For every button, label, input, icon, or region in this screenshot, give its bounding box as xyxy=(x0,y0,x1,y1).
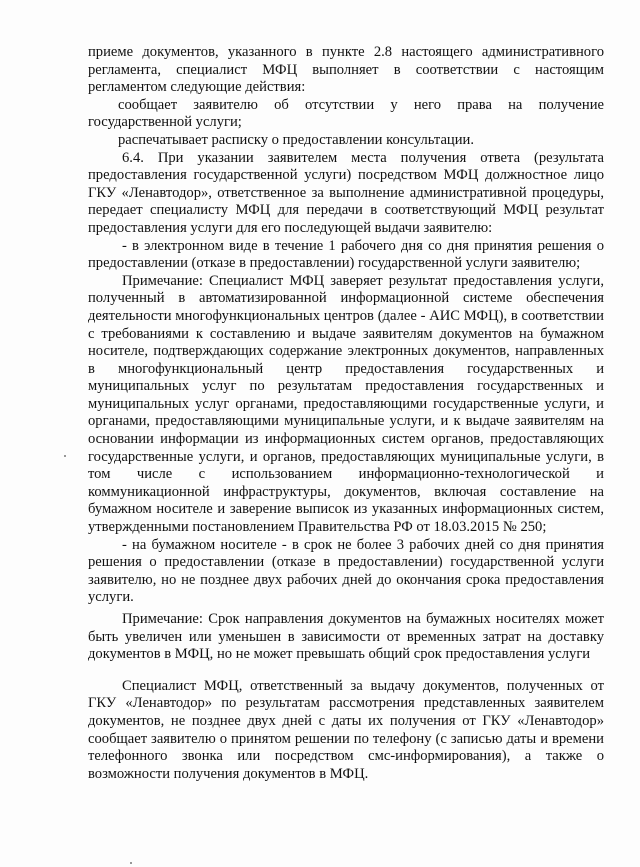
paragraph-note-paper-deadline: Примечание: Срок направления документов на бумажных носителях может быть увеличен или уменьшен в зависимости от временных затрат на доставку документов в МФЦ, но не может превышать общий срок предоставления услуги xyxy=(88,611,604,663)
paragraph-paper-form: - на бумажном носителе - в срок не более 3 рабочих дней со дня принятия решения о предоставлении (отказе в предоставлении) государственной услуги заявителю, но не позднее двух рабочих дней до окончания срока предоставления услуги. xyxy=(88,536,604,606)
scan-speck xyxy=(130,862,132,864)
paragraph-electronic-form: - в электронном виде в течение 1 рабочего дня со дня принятия решения о предоставлении (отказе в предоставлении) государственной услуги заявителю; xyxy=(88,237,604,272)
scan-speck xyxy=(64,455,66,457)
paragraph-note-ais-mfc: Примечание: Специалист МФЦ заверяет результат предоставления услуги, полученный в автоматизированной информационной системе обеспечения деятельности многофункциональных центров (далее - АИС МФЦ), в соответствии с требованиями к составлению и выдаче заявителям документов на бумажном носителе, подтверждающих содержание электронных документов, направленных в многофункциональный центр предоставления государственных и муниципальных услуг по результатам предоставления государственных и муниципальных услуг органами, предоставляющими государственные услуги, и органами, предоставляющими муниципальные услуги, и к выдаче заявителям на основании информации из информационных систем органов, предоставляющих государственные услуги, и органов, предоставляющих муниципальные услуги, в том числе с использованием информационно-технологической и коммуникационной инфраструктуры, документов, включая составление на бумажном носителе и заверение выписок из указанных информационных систем, утвержденными постановлением Правительства РФ от 18.03.2015 № 250; xyxy=(88,272,604,536)
paragraph-mfc-specialist: Специалист МФЦ, ответственный за выдачу документов, полученных от ГКУ «Ленавтодор» по результатам рассмотрения представленных заявителем документов, не позднее двух дней с даты их получения от ГКУ «Ленавтодор» сообщает заявителю о принятом решении по телефону (с записью даты и времени телефонного звонка или посредством смс-информирования), а также о возможности получения документов в МФЦ. xyxy=(88,677,604,782)
paragraph-print-receipt: распечатывает расписку о предоставлении консультации. xyxy=(118,131,475,148)
paragraph-6-4: 6.4. При указании заявителем места получения ответа (результата предоставления государственной услуги) посредством МФЦ должностное лицо ГКУ «Ленавтодор», ответственное за выполнение административной процедуры, передает специалисту МФЦ для передачи в соответствующий МФЦ результат предоставления услуги для его последующей выдачи заявителю: xyxy=(88,149,604,236)
paragraph-notify-no-right: сообщает заявителю об отсутствии у него права на получение государственной услуги; xyxy=(88,96,604,131)
paragraph-continuation: приеме документов, указанного в пункте 2.8 настоящего административного регламента, специалист МФЦ выполняет в соответствии с настоящим регламентом следующие действия: xyxy=(88,44,604,96)
